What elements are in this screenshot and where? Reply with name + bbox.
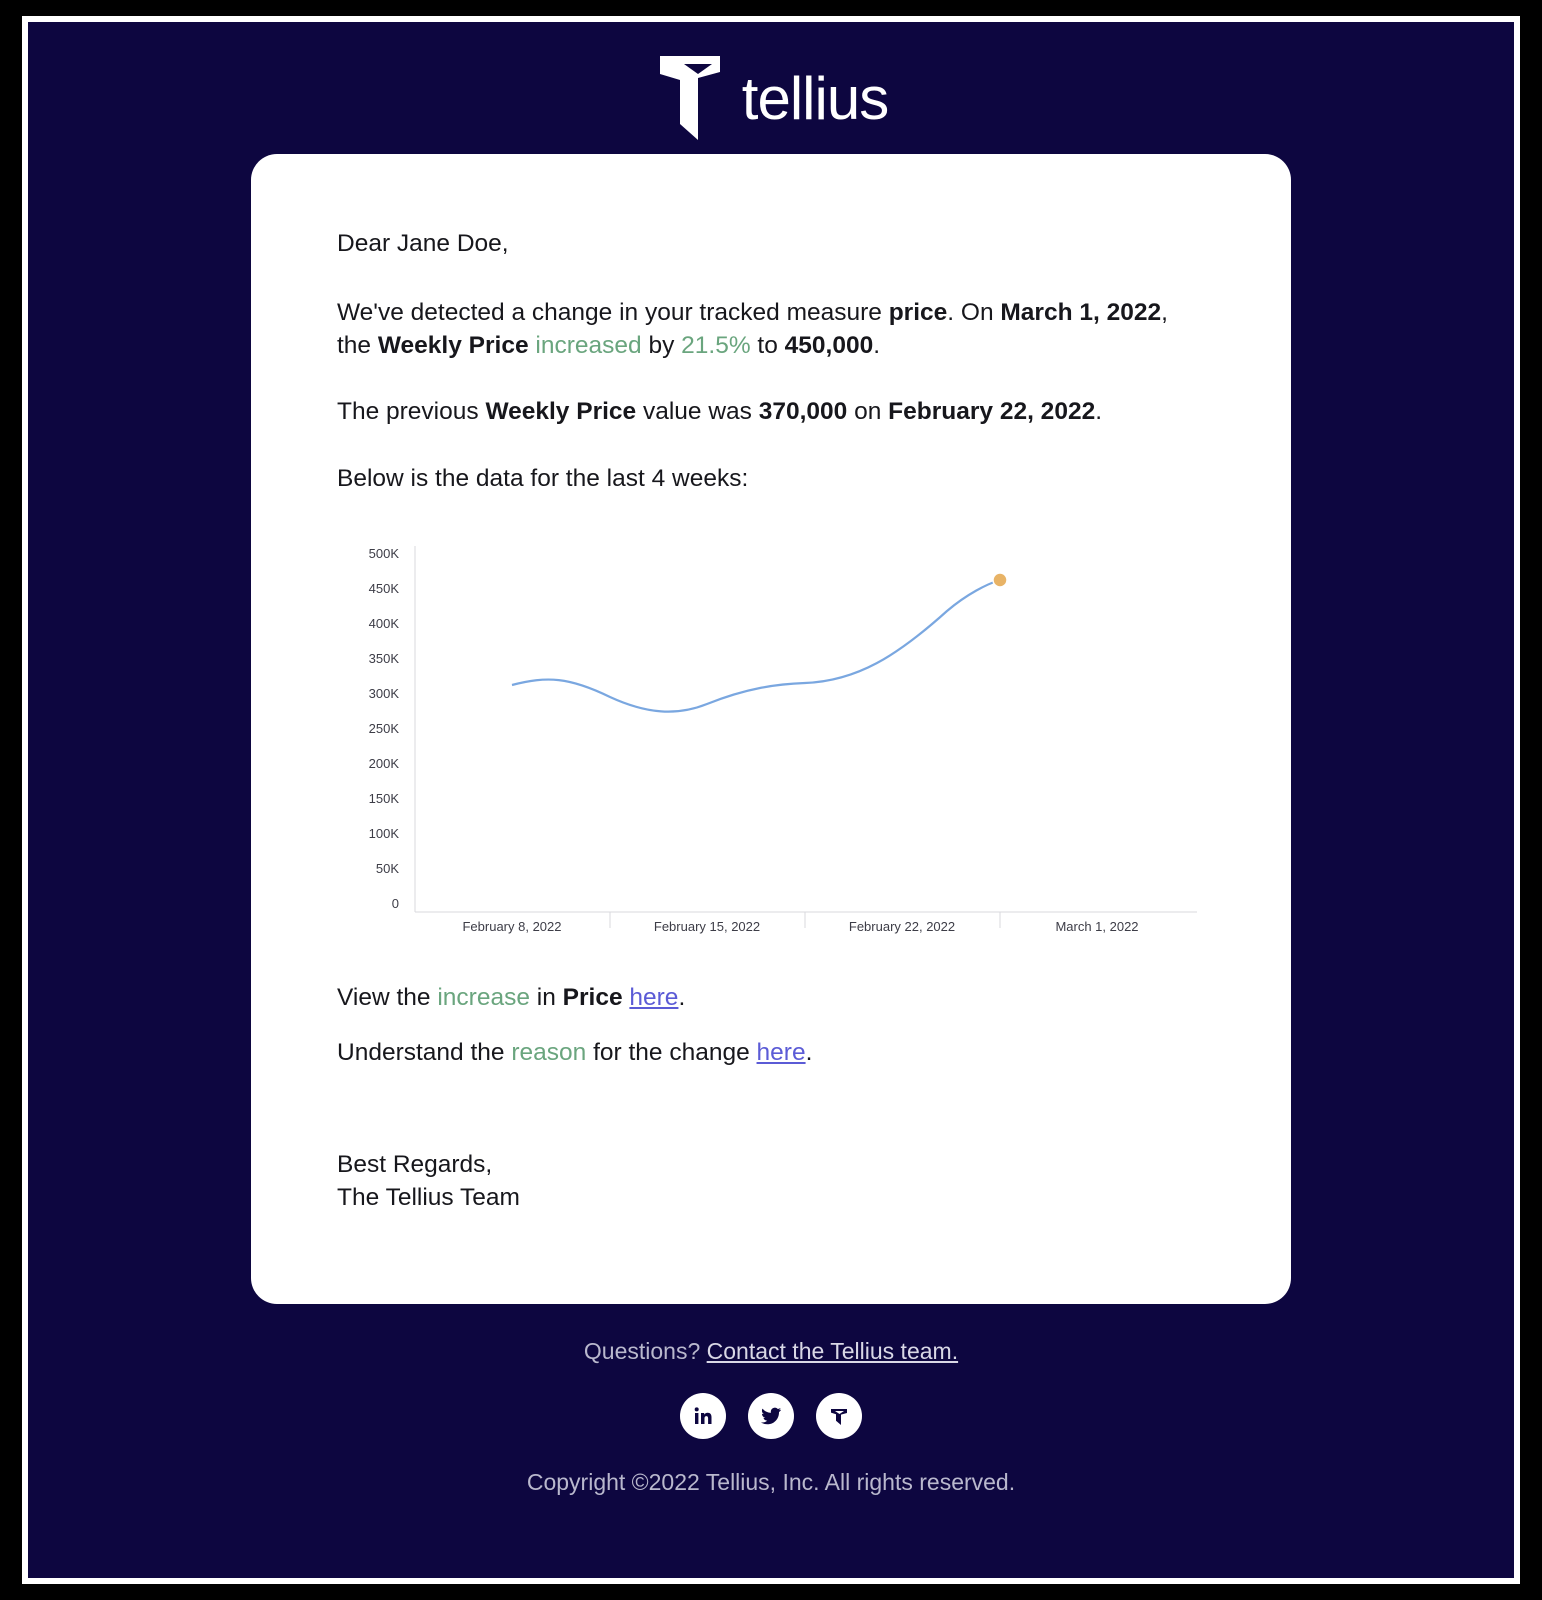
linkedin-icon[interactable]: [680, 1393, 726, 1439]
y-tick-300k: 300K: [368, 686, 399, 702]
email-body: [28, 22, 1514, 1578]
y-tick-50k: 50K: [375, 861, 399, 877]
understand-reason-link[interactable]: here: [756, 1038, 806, 1066]
x-tick-label-4: March 1, 2022: [1055, 919, 1139, 935]
y-tick-150k: 150K: [368, 791, 399, 807]
prev-text-2: value was: [636, 398, 759, 426]
metric-name: Weekly Price: [377, 331, 529, 359]
action-links: [337, 982, 1205, 1070]
previous-value-paragraph: [337, 396, 1205, 429]
prev-text-3: on: [847, 398, 889, 426]
summary-text-1: We've detected a change in your tracked measure: [337, 298, 889, 326]
view-increase-link[interactable]: here: [629, 984, 679, 1012]
reason-text-2: for the change: [586, 1038, 757, 1066]
y-tick-500k: 500K: [368, 546, 399, 562]
previous-value: 370,000: [758, 398, 848, 426]
x-tick-label-2: February 15, 2022: [653, 919, 761, 935]
questions-line: [28, 1338, 1514, 1365]
view-text-4: .: [678, 984, 686, 1012]
summary-text-2: . On: [947, 298, 1001, 326]
copyright-text: Copyright ©2022 Tellius, Inc. All rights reserved.: [526, 1468, 1016, 1495]
tellius-logo-icon: [654, 50, 726, 146]
view-text-1: View the: [337, 984, 438, 1012]
sign-off-line-2: The Tellius Team: [337, 1183, 520, 1211]
view-increase-paragraph: [337, 982, 1205, 1015]
view-direction: increase: [437, 984, 530, 1012]
understand-reason-paragraph: [337, 1037, 1205, 1070]
view-metric: Price: [562, 984, 623, 1012]
chart-intro-text: Below is the data for the last 4 weeks:: [337, 465, 749, 493]
email-card: [251, 154, 1291, 1304]
tellius-icon[interactable]: [816, 1393, 862, 1439]
email-footer: [28, 1338, 1514, 1496]
x-tick-label-3: February 22, 2022: [848, 919, 956, 935]
summary-text-3: ,: [1161, 298, 1168, 326]
brand-header: [654, 48, 888, 148]
summary-text-8: .: [873, 331, 881, 359]
summary-text-7: to: [750, 331, 785, 359]
y-tick-350k: 350K: [368, 651, 399, 667]
price-line-series: [512, 580, 1000, 712]
reason-text-3: .: [805, 1038, 813, 1066]
view-text-2: in: [529, 984, 563, 1012]
highlight-point-marker: [993, 573, 1007, 587]
y-tick-250k: 250K: [368, 721, 399, 737]
greeting-text: Dear Jane Doe,: [337, 230, 509, 257]
change-percent: 21.5%: [681, 331, 751, 359]
x-tick-label-1: February 8, 2022: [462, 919, 562, 935]
measure-name: price: [888, 298, 948, 326]
sign-off-line-1: Best Regards,: [337, 1150, 493, 1178]
summary-text-4: the: [337, 331, 378, 359]
weekly-price-chart: [337, 536, 1205, 936]
reason-text-1: Understand the: [337, 1038, 512, 1066]
questions-prefix: Questions?: [583, 1337, 707, 1364]
brand-name: tellius: [741, 64, 889, 132]
y-tick-0: 0: [391, 896, 399, 912]
prev-text-4: .: [1095, 398, 1103, 426]
y-tick-400k: 400K: [368, 616, 399, 632]
twitter-icon[interactable]: [748, 1393, 794, 1439]
y-tick-100k: 100K: [368, 826, 399, 842]
y-tick-200k: 200K: [368, 756, 399, 772]
y-tick-450k: 450K: [368, 581, 399, 597]
contact-team-link[interactable]: Contact the Tellius team.: [706, 1337, 959, 1364]
previous-date: February 22, 2022: [888, 398, 1096, 426]
change-summary-paragraph: [337, 297, 1205, 363]
change-direction: increased: [535, 331, 642, 359]
prev-metric-name: Weekly Price: [485, 398, 637, 426]
chart-svg: [337, 536, 1207, 936]
signature-block: [337, 1148, 1205, 1214]
summary-text-6: by: [641, 331, 682, 359]
social-links: [28, 1393, 1514, 1439]
prev-text-1: The previous: [337, 398, 486, 426]
reason-word: reason: [511, 1038, 587, 1066]
current-value: 450,000: [784, 331, 874, 359]
change-date: March 1, 2022: [1000, 298, 1162, 326]
email-frame: [22, 16, 1520, 1584]
